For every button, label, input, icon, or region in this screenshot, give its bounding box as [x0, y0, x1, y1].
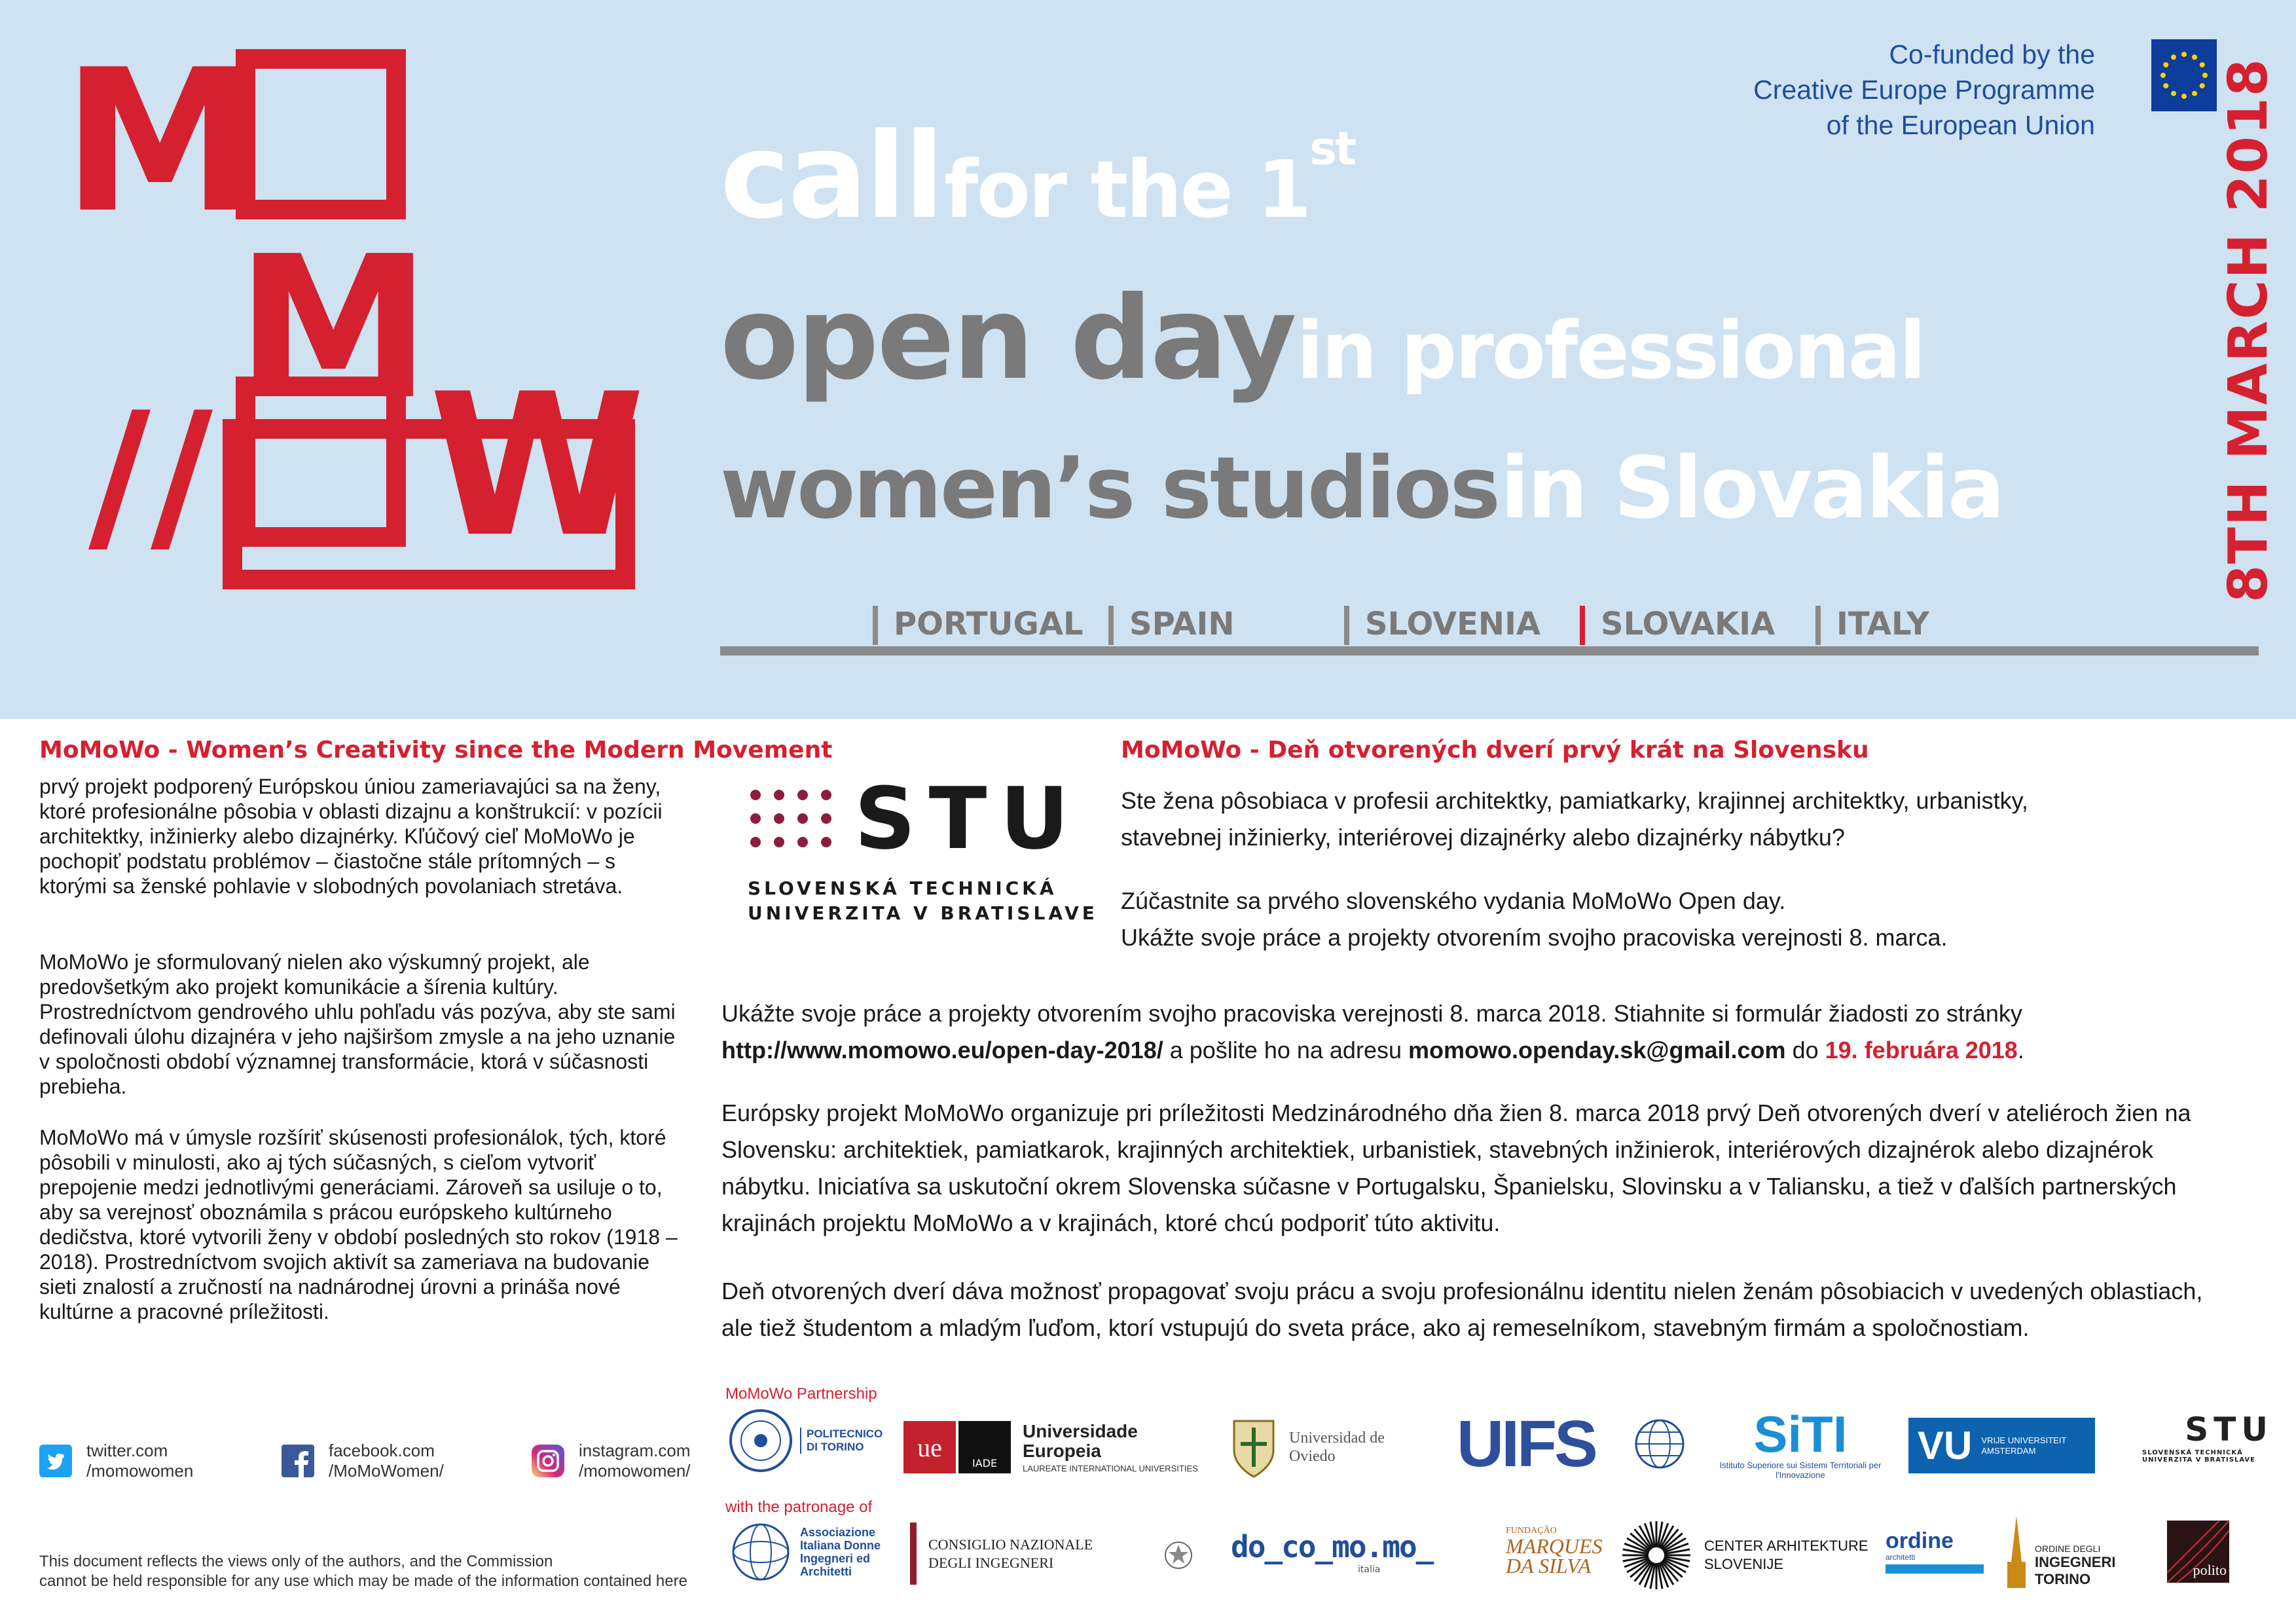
ue-red-square: ue	[903, 1421, 956, 1473]
polito-seal-icon	[728, 1408, 793, 1473]
ue-black-square: IADE	[958, 1421, 1011, 1473]
right-column-title: MoMoWo - Deň otvorených dverí prvý krát na Slovensku	[1121, 737, 1869, 764]
stu-dot	[774, 790, 784, 800]
headline-line-1	[720, 108, 1355, 245]
headline-call: call	[720, 108, 943, 245]
stu-dot	[774, 813, 784, 824]
right-question: Ste žena pôsobiaca v profesii architektky, pamiatkarky, krajinnej architektky, urbanistky, stavebnej inžinierky, interiérovej dizajnérky alebo dizajnérky nábytku?	[1121, 787, 2028, 851]
eu-star	[2181, 94, 2187, 99]
eu-star	[2171, 54, 2176, 60]
stu-dots-icon	[746, 786, 845, 858]
headline-in-slovakia: in Slovakia	[1500, 438, 2003, 538]
eu-star	[2200, 62, 2205, 67]
stu-dot	[821, 813, 831, 824]
partner-stu-small: STU SLOVENSKÁ TECHNICKÁ UNIVERZITA V BRATISLAVE	[2142, 1411, 2273, 1464]
social-twitter[interactable]: twitter.com /momowomen	[39, 1441, 193, 1481]
patron-ordine-ingegneri-torino: ORDINE DEGLI INGEGNERI TORINO	[2003, 1516, 2115, 1588]
partner-ue: ue IADE Universidade Europeia LAUREATE INTERNATIONAL UNIVERSITIES	[903, 1421, 1198, 1473]
stu-dot	[750, 790, 761, 800]
eu-star	[2163, 83, 2168, 88]
stu-logo-sub1: SLOVENSKÁ TECHNICKÁ	[748, 877, 1057, 899]
aidia-globe-icon	[728, 1519, 793, 1585]
cni-bar	[910, 1522, 917, 1585]
partner-oviedo: Universidad de Oviedo	[1228, 1414, 1385, 1480]
left-column-title: MoMoWo - Women’s Creativity since the Modern Movement	[39, 737, 833, 764]
right-join-2: Ukážte svoje práce a projekty otvorením svojho pracoviska verejnosti 8. marca.	[1121, 924, 1948, 951]
stu-dot	[821, 837, 831, 847]
headline-womens-studios: women’s studios	[720, 438, 1499, 538]
facebook-icon	[282, 1445, 314, 1477]
patron-aidia: Associazione Italiana Donne Ingegneri ed Architetti	[728, 1519, 885, 1585]
stu-logo-sub2: UNIVERZITA V BRATISLAVE	[748, 902, 1098, 924]
stu-dot	[774, 837, 784, 847]
stu-dot	[750, 837, 761, 847]
form-url-link[interactable]: http://www.momowo.eu/open-day-2018/	[721, 1037, 1163, 1063]
starburst-icon	[1620, 1519, 1692, 1591]
patron-polito-alumni: polito	[2167, 1521, 2229, 1583]
stu-dot	[797, 790, 808, 800]
patron-ordine-architetti: ordine architetti	[1886, 1529, 1984, 1574]
partner-uifs: UIFS	[1457, 1407, 1595, 1481]
eu-star	[2160, 73, 2166, 78]
social-instagram[interactable]: instagram.com /momowomen/	[532, 1441, 691, 1481]
patron-docomomo: do_co_mo.mo_ italia	[1231, 1529, 1433, 1575]
country-spain[interactable]: SPAIN	[1108, 606, 1235, 645]
headline-sup: st	[1309, 122, 1355, 175]
eu-flag-icon	[2151, 39, 2217, 111]
main-paragraph-3: Deň otvorených dverí dáva možnosť propagovať svoju prácu a svoju profesionálnu identitu nielen ženám pôsobiacich v uvedených oblastiach, ale tiež študentom a mladým ľuďom, ktorí vstupujú do sveta práce, ako aj remeselníkom, stavebným firmám a spoločnostiam.	[721, 1278, 2203, 1341]
headline-open-day: open day	[720, 272, 1295, 405]
eu-star	[2200, 83, 2205, 88]
eu-star	[2192, 54, 2197, 60]
stu-dot	[797, 837, 808, 847]
partner-polito: POLITECNICO DI TORINO	[728, 1408, 879, 1473]
country-slovakia[interactable]: SLOVAKIA	[1580, 606, 1775, 645]
headline-line-2	[720, 272, 1924, 405]
stu-dot	[750, 813, 761, 824]
cofunded-text: Co-funded by the Creative Europe Programme of the European Union	[1753, 39, 2095, 140]
headline-line-3	[720, 438, 2003, 538]
main-paragraph-2: Európsky projekt MoMoWo organizuje pri príležitosti Medzinárodného dňa žien 8. marca 2018 prvý Deň otvorených dverí v ateliéroch žien na Slovensku: architektiek, pamiatkarok, krajinných architektiek, urbanistiek, stavebných inžinierok, interiérových dizajnérok alebo dizajnérok nábytku. Iniciatíva sa uskutoční okrem Slovenska súčasne v Portugalsku, Španielsku, Slovinsku a v Taliansku, a tiež v ďalších partnerských krajinách projektu MoMoWo a v krajinách, ktoré chcú podporiť túto aktivitu.	[721, 1099, 2191, 1236]
oviedo-crest-icon	[1228, 1414, 1280, 1480]
patron-cni: CONSIGLIO NAZIONALE DEGLI INGEGNERI	[910, 1522, 1093, 1585]
svg-text:M: M	[236, 214, 431, 443]
vertical-date: 8TH MARCH 2018	[2217, 58, 2280, 602]
momowo-logo	[62, 28, 646, 658]
stu-dot	[821, 790, 831, 800]
country-slovenia[interactable]: SLOVENIA	[1344, 606, 1540, 645]
disclaimer: This document reflects the views only of the authors, and the Commission cannot be held responsible for any use which may be made of the information contained here	[39, 1553, 687, 1590]
headline-in-professional: in professional	[1296, 306, 1924, 397]
twitter-icon	[39, 1445, 72, 1477]
svg-text://: //	[88, 377, 213, 574]
left-paragraph-3: MoMoWo má v úmysle rozšíriť skúsenosti profesionálok, tých, ktoré pôsobili v minulosti, ako aj tých súčasných, s cieľom vytvoriť prepojenie medzi jednotlivými generáciami. Zároveň sa usiluje o to, aby sa verejnosť oboznámila s prácou európskeho kultúrneho dedičstva, ktoré vytvorili ženy v období posledných sto rokov (1918 – 2018). Prostredníctvom svojich aktivít sa zameriava na budovanie sieti znalostí a zručností na nadnárodnej úrovni a prináša nové kultúrne a pracovné príležitosti.	[39, 1126, 678, 1323]
globe-icon	[1633, 1418, 1686, 1470]
main-paragraph-1: Ukážte svoje práce a projekty otvorením svojho pracoviska verejnosti 8. marca 2018. Stiahnite si formulár žiadosti zo stránky http://www.momowo.eu/open-day-2018/ a pošlite ho na adresu momowo.openday.sk@gmail.com do 19. februára 2018.	[721, 1000, 2024, 1063]
left-paragraph-1: prvý projekt podporený Európskou úniou zameriavajúci sa na ženy, ktoré profesionálne pôsobia v oblasti dizajnu a konštrukcií: v pozícii architektky, inžinierky alebo dizajnérky. Kľúčový cieľ MoMoWo je pochopiť podstatu problémov – čiastočne stále prítomných – s ktorými sa ženské pohlavie v slobodných povolaniach stretáva.	[39, 775, 663, 898]
mole-antonelliana-icon	[2003, 1516, 2030, 1588]
instagram-icon	[532, 1445, 564, 1477]
eu-star	[2192, 91, 2197, 96]
svg-text:W: W	[429, 352, 646, 580]
partner-siti: SiTI Istituto Superiore sui Sistemi Territoriali per l'Innovazione	[1719, 1405, 1882, 1480]
right-join-1: Zúčastnite sa prvého slovenského vydania MoMoWo Open day.	[1121, 887, 1786, 914]
partnership-label: MoMoWo Partnership	[725, 1385, 877, 1403]
headline-for-the: for the 1	[944, 145, 1310, 236]
eu-star	[2163, 62, 2168, 67]
eu-star	[2202, 73, 2208, 78]
stu-logo-name: STU	[854, 769, 1082, 868]
ordine-stripe	[1886, 1564, 1984, 1574]
italy-emblem-icon	[1162, 1539, 1195, 1572]
eu-star	[2171, 91, 2176, 96]
email-link[interactable]: momowo.openday.sk@gmail.com	[1408, 1037, 1786, 1063]
patron-center-arhitekture: CENTER ARHITEKTURE SLOVENIJE	[1620, 1519, 1868, 1591]
stu-dot	[797, 813, 808, 824]
deadline-date: 19. februára 2018	[1825, 1037, 2018, 1063]
eu-star	[2181, 52, 2187, 57]
svg-text:M: M	[62, 28, 258, 256]
social-facebook[interactable]: facebook.com /MoMoWomen/	[282, 1441, 444, 1481]
partner-vu: VU VRIJE UNIVERSITEIT AMSTERDAM	[1908, 1418, 2095, 1473]
country-italy[interactable]: ITALY	[1815, 606, 1929, 645]
country-portugal[interactable]: PORTUGAL	[873, 606, 1084, 645]
left-paragraph-2: MoMoWo je sformulovaný nielen ako výskumný projekt, ale predovšetkým ako projekt komunikácie a šírenia kultúry. Prostredníctvom gendrového uhlu pohľadu vás pozýva, aby ste sami definovali úlohu dizajnéra v jeho najširšom zmysle a na jeho uznanie v spoločnosti období významnej transformácie, ktorá v súčasnosti prebieha.	[39, 950, 676, 1098]
timeline-bar	[720, 646, 2259, 655]
patronage-label: with the patronage of	[725, 1498, 873, 1516]
patron-marques-da-silva: FUNDAÇÃO MARQUES DA SILVA	[1506, 1526, 1603, 1578]
